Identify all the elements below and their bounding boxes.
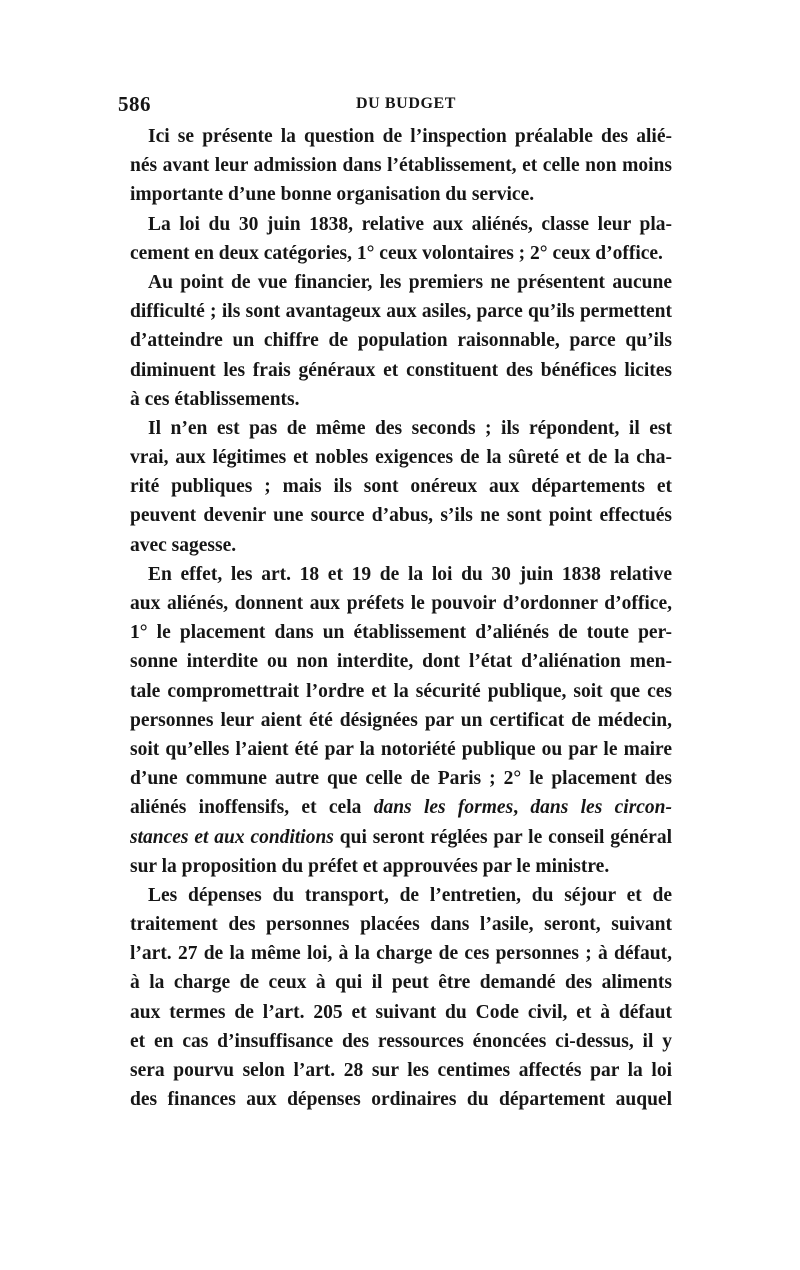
text-line: Au point de vue financier, les premiers ne présentent aucune — [148, 271, 672, 293]
text-line: difficulté ; ils sont avantageux aux asiles, parce qu’ils permettent — [130, 301, 672, 323]
text-line — [130, 793, 672, 822]
text-segment: aliénés inoffensifs, et cela — [130, 797, 374, 819]
text-line: vrai, aux légitimes et nobles exigences de la sûreté et de la cha- — [130, 447, 672, 469]
text-line: et en cas d’insuffisance des ressources énoncées ci-dessus, il y — [130, 1030, 672, 1052]
text-line: d’atteindre un chiffre de population raisonnable, parce qu’ils — [130, 330, 672, 352]
running-title: DU BUDGET — [356, 95, 457, 112]
text-line: tale compromettrait l’ordre et la sécurité publique, soit que ces — [130, 680, 672, 702]
text-line: 1° le placement dans un établissement d’aliénés de toute per- — [130, 622, 672, 644]
text-line: rité publiques ; mais ils sont onéreux aux départements et — [130, 476, 672, 498]
text-line: sonne interdite ou non interdite, dont l’état d’aliénation men- — [130, 651, 672, 673]
text-line: personnes leur aient été désignées par un certificat de médecin, — [130, 709, 672, 731]
text-line: l’art. 27 de la même loi, à la charge de ces personnes ; à défaut, — [130, 943, 672, 965]
text-line: à ces établissements. — [130, 388, 300, 410]
text-line: aux termes de l’art. 205 et suivant du Code civil, et à défaut — [130, 1001, 672, 1023]
italic-segment: dans les circon- — [530, 797, 672, 819]
italic-segment: stances et aux conditions — [130, 826, 334, 848]
body-text — [130, 122, 672, 1114]
text-line: aux aliénés, donnent aux préfets le pouvoir d’ordonner d’office, — [130, 593, 672, 614]
text-line: Il n’en est pas de même des seconds ; ils répondent, il est — [148, 417, 672, 439]
text-line: sur la proposition du préfet et approuvées par le ministre. — [130, 855, 610, 877]
text-line: importante d’une bonne organisation du service. — [130, 184, 535, 206]
text-line: Les dépenses du transport, de l’entretien, du séjour et de — [148, 884, 672, 906]
text-line: traitement des personnes placées dans l’asile, seront, suivant — [130, 914, 672, 936]
text-line: cement en deux catégories, 1° ceux volontaires ; 2° ceux d’office. — [130, 242, 663, 264]
running-head — [118, 92, 678, 120]
text-line: des finances aux dépenses ordinaires du département auquel — [130, 1089, 672, 1111]
text-line: d’une commune autre que celle de Paris ; 2° le placement des — [130, 768, 672, 790]
text-line: soit qu’elles l’aient été par la notoriété publique ou par le maire — [130, 738, 672, 760]
text-line: avec sagesse. — [130, 534, 237, 556]
text-segment: qui seront réglées par le conseil général — [333, 826, 672, 848]
text-line: sera pourvu selon l’art. 28 sur les centimes affectés par la loi — [130, 1060, 672, 1081]
page-number: 586 — [118, 92, 151, 116]
text-line: Ici se présente la question de l’inspection préalable des alié- — [148, 126, 672, 147]
text-line — [130, 823, 672, 852]
text-line: nés avant leur admission dans l’établissement, et celle non moins — [130, 155, 672, 177]
text-line: peuvent devenir une source d’abus, s’ils ne sont point effectués — [130, 505, 672, 527]
text-line: diminuent les frais généraux et constituent des bénéfices licites — [130, 359, 672, 381]
text-line: à la charge de ceux à qui il peut être demandé des aliments — [130, 972, 672, 994]
text-line: En effet, les art. 18 et 19 de la loi du 30 juin 1838 relative — [148, 563, 672, 585]
text-segment: , — [513, 797, 531, 819]
text-line: La loi du 30 juin 1838, relative aux aliénés, classe leur pla- — [148, 213, 672, 235]
italic-segment: dans les formes — [373, 797, 514, 819]
